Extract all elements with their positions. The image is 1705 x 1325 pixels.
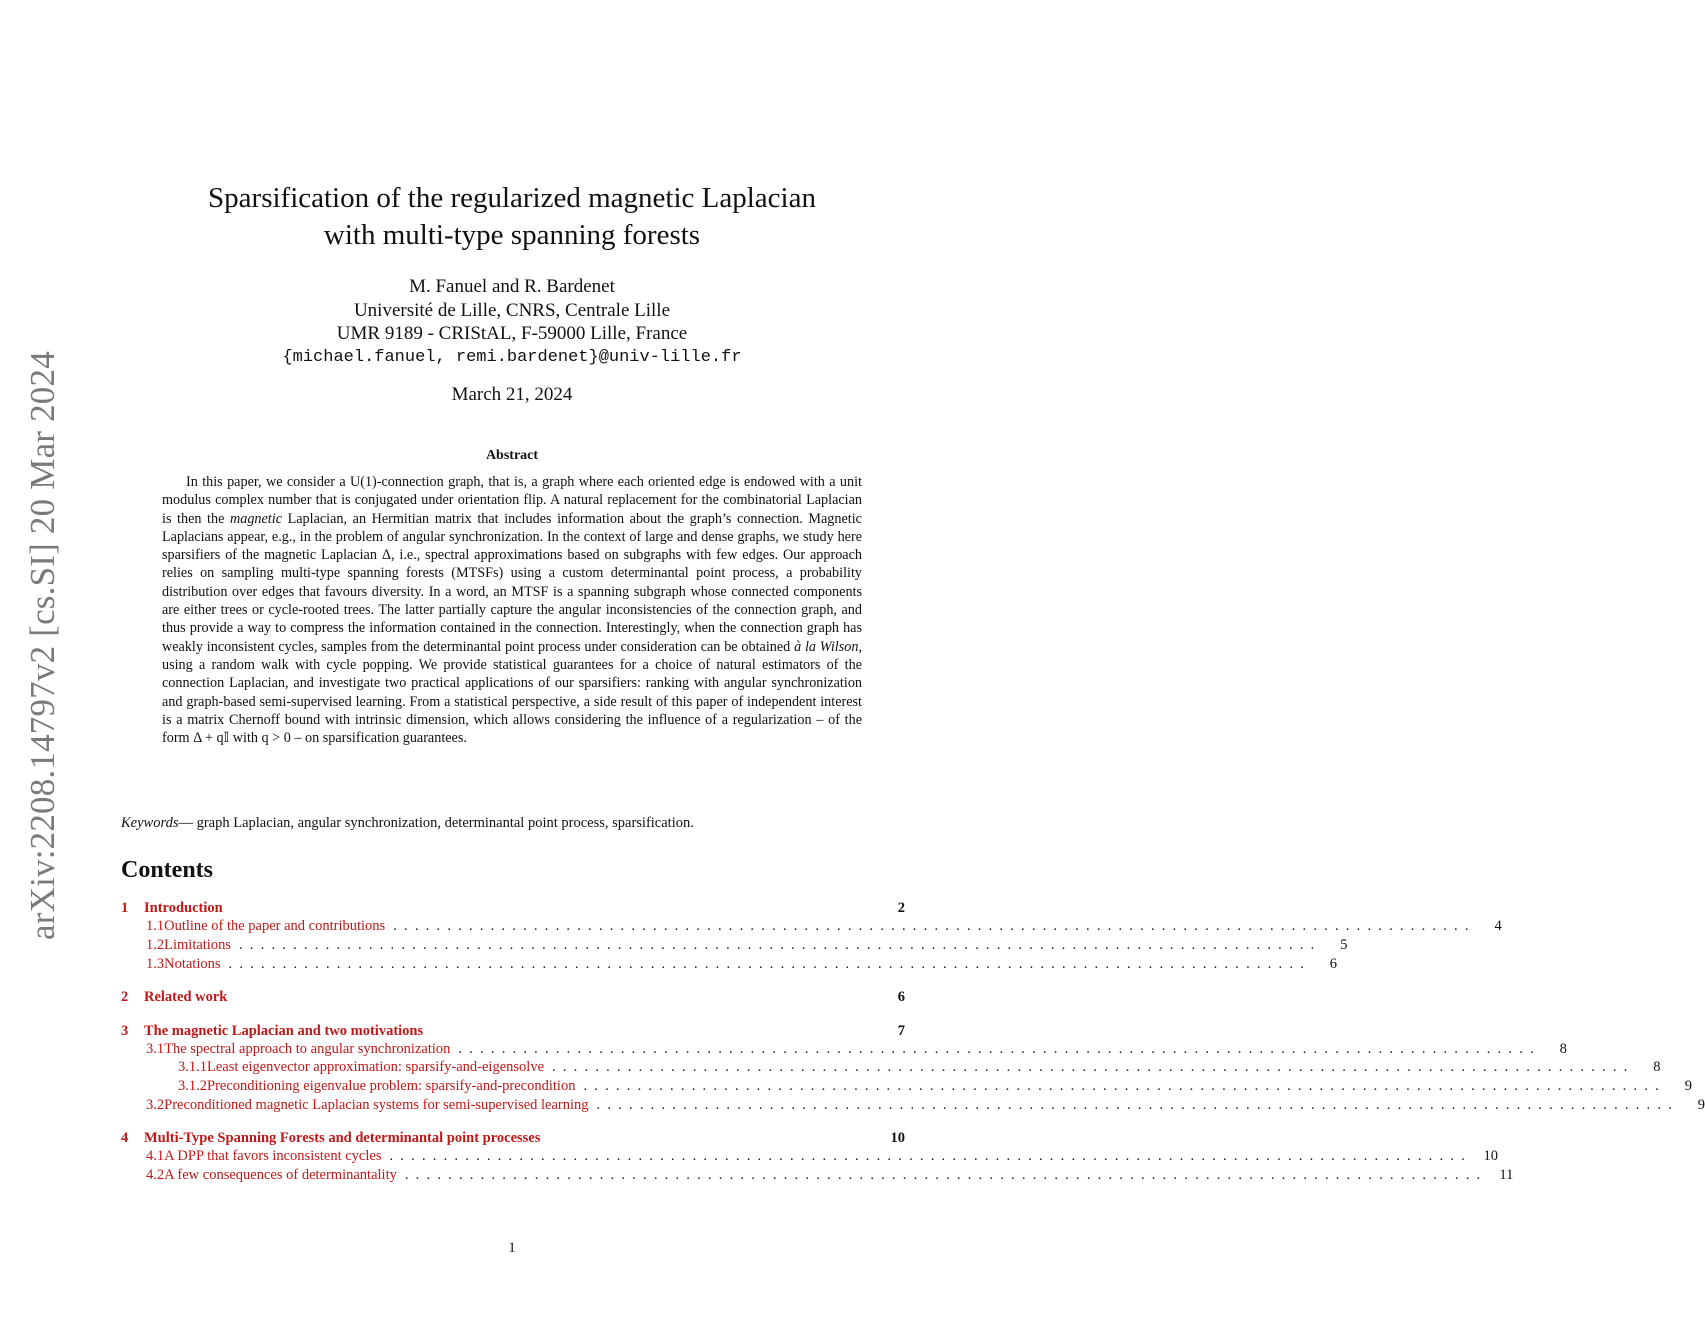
toc-number: 4.2 [146, 1167, 165, 1183]
abstract-heading: Abstract [485, 448, 539, 463]
keywords [121, 815, 911, 832]
toc-number: 3 [121, 1023, 129, 1039]
toc-number: 3.2 [146, 1097, 165, 1113]
toc-entry[interactable] [121, 1097, 1705, 1115]
abstract-part-1: In this paper, we consider a U(1)-connection graph, that is, a graph where each oriented edge is endowed with a unit modulus complex number that is conjugated under orientation flip. A natural replacement for the combinatorial Laplacian is then the [162, 474, 862, 527]
toc-leader-dots: .................................................................................................... [583, 1078, 1666, 1094]
toc-page: 5 [1340, 937, 1348, 953]
toc-number: 4.1 [146, 1148, 165, 1164]
toc-leader-dots: .................................................................................................... [552, 1059, 1635, 1075]
arxiv-identifier: arXiv:2208.14797v2 [cs.SI] 20 Mar 2024 [23, 351, 62, 940]
contents-heading: Contents [121, 857, 214, 883]
toc-entry[interactable] [121, 1059, 1661, 1077]
toc-number: 1.2 [146, 937, 165, 953]
abstract-part-2: Laplacian, an Hermitian matrix that includes information about the graph’s connection. Magnetic Laplacians appear, e.g., in the problem of angular synchronization. In the context of large and dense graphs, we study here sparsifiers of the magnetic Laplacian Δ, i.e., spectral approximations based on subgraphs with few edges. Our approach relies on sampling multi-type spanning forests (MTSFs) using a custom determinantal point process, a probability distribution over edges that favours diversity. In a word, an MTSF is a spanning subgraph whose connected components are either trees or cycle-rooted trees. The latter partially capture the angular inconsistencies of the connection graph, and thus provide a way to compress the information contained in the connection. Interestingly, when the connection graph has weakly inconsistent cycles, samples from the determinantal point process under consideration can be obtained [162, 510, 862, 655]
toc-number: 3.1 [146, 1041, 165, 1057]
title-line-2: with multi-type spanning forests [323, 219, 701, 251]
authors: M. Fanuel and R. Bardenet [409, 276, 615, 297]
toc-page: 9 [1697, 1097, 1705, 1113]
toc-leader-dots: .................................................................................................... [596, 1097, 1680, 1113]
toc-entry[interactable] [121, 1078, 1692, 1096]
toc-link[interactable]: A few consequences of determinantality [164, 1167, 397, 1183]
toc-page: 2 [897, 900, 905, 916]
toc-number: 3.1.2 [178, 1078, 207, 1094]
toc-entry[interactable] [121, 900, 905, 918]
author-block [120, 275, 904, 369]
toc-number: 2 [121, 989, 129, 1005]
toc-entry[interactable] [121, 956, 1338, 974]
toc-link[interactable]: Notations [164, 956, 221, 972]
toc-entry[interactable] [121, 937, 1348, 955]
toc-link[interactable]: Least eigenvector approximation: sparsify-and-eigensolve [207, 1059, 545, 1075]
toc-link[interactable]: The magnetic Laplacian and two motivations [144, 1023, 424, 1039]
toc-entry[interactable] [121, 918, 1502, 936]
toc-number: 1.1 [146, 918, 165, 934]
toc-number: 4 [121, 1130, 129, 1146]
toc-entry[interactable] [121, 989, 905, 1007]
toc-page: 6 [1329, 956, 1338, 972]
toc-page: 8 [1559, 1041, 1567, 1057]
toc-leader-dots: .................................................................................................... [404, 1167, 1488, 1183]
toc-link[interactable]: Preconditioning eigenvalue problem: sparsify-and-precondition [207, 1078, 576, 1094]
abstract-text [162, 473, 862, 747]
toc-page: 6 [897, 989, 905, 1005]
toc-link[interactable]: Preconditioned magnetic Laplacian systems for semi-supervised learning [164, 1097, 589, 1113]
toc-page: 8 [1653, 1059, 1661, 1075]
toc-number: 1.3 [146, 956, 165, 972]
toc-page: 4 [1494, 918, 1502, 934]
toc-page: 10 [890, 1130, 905, 1146]
keywords-label: Keywords [121, 815, 179, 831]
toc-link[interactable]: Introduction [144, 900, 223, 916]
title-line-1: Sparsification of the regularized magnetic Laplacian [208, 182, 816, 214]
affiliation-2: UMR 9189 - CRIStAL, F-59000 Lille, France [336, 323, 688, 344]
author-emails: {michael.fanuel, remi.bardenet}@univ-lille.fr [282, 347, 742, 367]
abstract-part-3: , using a random walk with cycle popping. We provide statistical guarantees for a choice of natural estimators of the connection Laplacian, and investigate two practical applications of our sparsifiers: ranking with angular synchronization and graph-based semi-supervised learning. From a statistical perspective, a side result of this paper of independent interest is a matrix Chernoff bound with intrinsic dimension, which allows considering the influence of a regularization – of the form Δ + q𝕀 with q > 0 – on sparsification guarantees. [162, 638, 862, 747]
toc-link[interactable]: Limitations [164, 937, 231, 953]
toc-page: 9 [1684, 1078, 1692, 1094]
toc-link[interactable]: Multi-Type Spanning Forests and determinantal point processes [144, 1130, 541, 1146]
toc-leader-dots: .................................................................................................... [458, 1041, 1541, 1057]
toc-number: 3.1.1 [178, 1059, 207, 1075]
page-number: 1 [508, 1240, 516, 1256]
abstract-emphasis-magnetic: magnetic [229, 510, 282, 527]
toc-entry[interactable] [121, 1167, 1514, 1185]
abstract-emphasis-wilson: à la Wilson [794, 638, 859, 655]
toc-link[interactable]: The spectral approach to angular synchronization [164, 1041, 451, 1057]
toc-page: 7 [897, 1023, 905, 1039]
toc-page: 11 [1499, 1167, 1514, 1183]
toc-entry[interactable] [121, 1023, 905, 1041]
toc-link[interactable]: Related work [144, 989, 228, 1005]
toc-link[interactable]: A DPP that favors inconsistent cycles [164, 1148, 382, 1164]
toc-entry[interactable] [121, 1041, 1567, 1059]
keywords-text: — graph Laplacian, angular synchronization, determinantal point process, sparsification. [178, 815, 694, 831]
toc-leader-dots: .................................................................................................... [228, 956, 1312, 972]
toc-leader-dots: .................................................................................................... [389, 1148, 1472, 1164]
toc-entry[interactable] [121, 1148, 1498, 1166]
toc-entry[interactable] [121, 1130, 905, 1148]
affiliation-1: Université de Lille, CNRS, Centrale Lille [353, 299, 671, 321]
toc-number: 1 [121, 900, 129, 916]
toc-leader-dots: .................................................................................................... [238, 937, 1322, 953]
paper-title [120, 180, 904, 254]
toc-page: 10 [1483, 1148, 1498, 1164]
toc-leader-dots: .................................................................................................... [393, 918, 1476, 934]
paper-date: March 21, 2024 [451, 384, 573, 405]
toc-link[interactable]: Outline of the paper and contributions [164, 918, 386, 934]
